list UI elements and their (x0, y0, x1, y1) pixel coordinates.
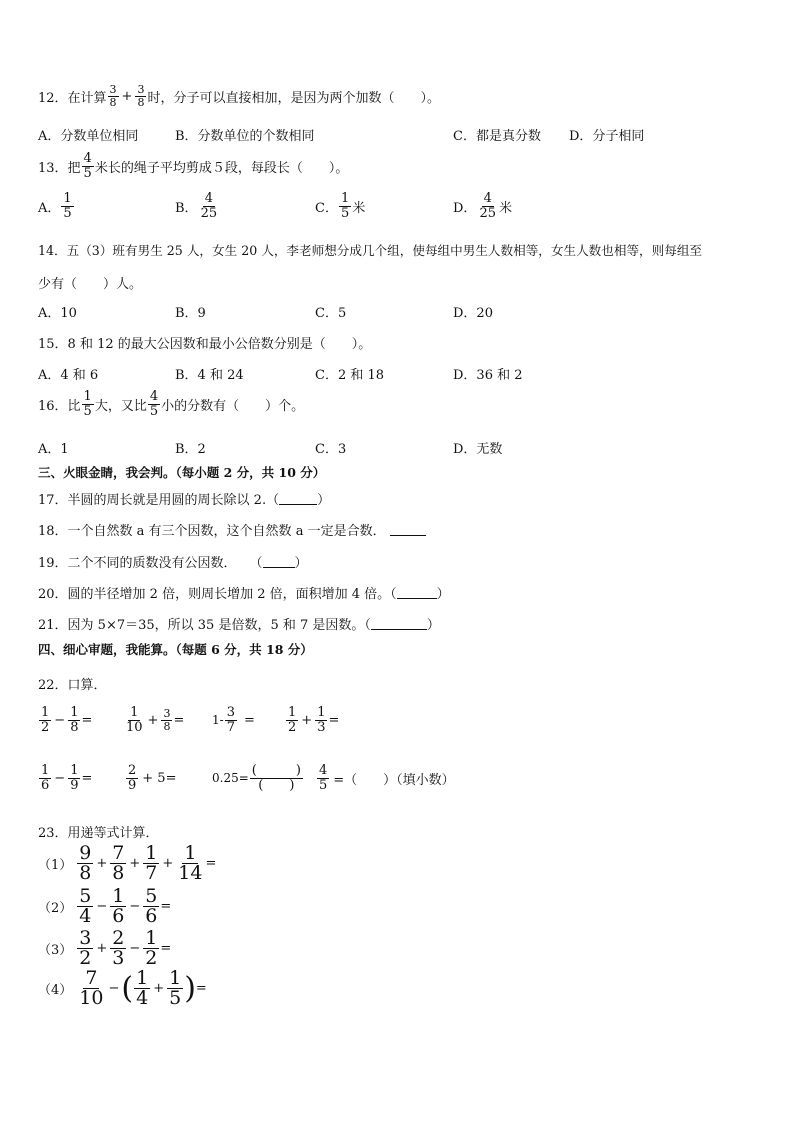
q12-text: 12．在计算 (38, 90, 107, 106)
answer-blank[interactable] (279, 492, 317, 505)
q12-text-end: 时，分子可以直接相加，是因为两个加数（ ）。 (147, 90, 440, 106)
question-20: 20．圆的半径增加 2 倍，则周长增加 2 倍，面积增加 4 倍。（ ） (38, 587, 450, 602)
section-3-heading: 三、火眼金睛，我会判。（每小题 2 分，共 10 分） (38, 465, 326, 480)
q15-option-d[interactable]: D．36 和 2 (453, 368, 523, 383)
q16-option-a[interactable]: A．1 (38, 442, 69, 457)
answer-blank[interactable] (263, 555, 295, 568)
q14-option-b[interactable]: B．9 (175, 306, 206, 321)
q22-item: $\frac{1}{6}$ − $\frac{1}{9}$ = (41, 763, 93, 793)
fraction: $\frac{3}{7}$ (226, 705, 235, 735)
q23-problem-3: （3） $\frac{3}{2}$ + $\frac{2}{3}$ − $\frac{1}{2}$ = (38, 927, 172, 969)
q13-option-a[interactable]: A． $\frac{1}{5}$ (38, 191, 72, 221)
question-18: 18．一个自然数 a 有三个因数，这个自然数 a 一定是合数． (38, 520, 426, 539)
q14-option-c[interactable]: C．5 (315, 306, 347, 321)
fraction: $\frac{1}{2}$ (41, 705, 50, 735)
q14-option-a[interactable]: A．10 (38, 306, 77, 321)
fraction: $\frac{1}{5}$ (83, 389, 92, 419)
question-21: 21．因为 5×7＝35，所以 35 是倍数，5 和 7 是因数。（ ） (38, 618, 440, 633)
fraction: $\frac{1}{3}$ (317, 705, 326, 735)
question-13: 13．把 $\frac{4}{5}$ 米长的绳子平均剪成５段，每段长（ ）。 (38, 151, 349, 181)
fraction: $\frac{1}{6}$ (41, 763, 50, 793)
answer-blank[interactable] (397, 586, 437, 599)
q16-option-c[interactable]: C．3 (315, 442, 347, 457)
fraction: $\frac{1}{2}$ (288, 705, 297, 735)
q16-option-d[interactable]: D．无数 (453, 442, 503, 457)
fraction: $\frac{3}{8}$ (163, 707, 171, 733)
q15-option-b[interactable]: B．4 和 24 (175, 368, 244, 383)
fraction: $\frac{4}{5}$ (319, 763, 328, 793)
fraction: $\frac{1}{8}$ (70, 705, 79, 735)
q13-option-b[interactable]: B． $\frac{4}{25}$ (175, 191, 218, 221)
fraction: $\frac{2}{3}$ (112, 927, 125, 969)
q23-problem-1: （1） $\frac{9}{8}$ + $\frac{7}{8}$ + $\frac{1}{7}$ + $\frac{1}{14}$ = (38, 842, 217, 884)
question-19: 19．二个不同的质数没有公因数． （ ） (38, 556, 308, 571)
q23-title: 23．用递等式计算． (38, 826, 159, 841)
q14-line2: 少有（ ）人。 (38, 277, 143, 292)
q14-option-d[interactable]: D．20 (453, 306, 493, 321)
question-12: 12．在计算 $\frac{3}{8}$ + $\frac{3}{8}$ 时，分子可以直接相加，是因为两个加数（ ）。 (38, 83, 440, 109)
left-paren: ( (121, 970, 134, 1006)
q16-option-b[interactable]: B．2 (175, 442, 206, 457)
fraction: $\frac{3}{8}$ (109, 83, 117, 109)
q23-problem-4: （4） $\frac{7}{10}$ − ( $\frac{1}{4}$ + $\frac{1}{5}$ ) = (38, 967, 207, 1009)
fraction: $\frac{2}{9}$ (128, 763, 137, 793)
answer-blank[interactable] (390, 523, 426, 536)
q15-option-a[interactable]: A．4 和 6 (38, 368, 99, 383)
q22-item: $\frac{4}{5}$ =（ ）（填小数） (319, 763, 455, 793)
fraction: $\frac{1}{9}$ (70, 763, 79, 793)
fraction: $\frac{4}{5}$ (83, 151, 92, 181)
fraction: $\frac{1}{5}$ (169, 967, 182, 1009)
fraction: $\frac{3}{8}$ (137, 83, 145, 109)
right-paren: ) (184, 970, 196, 1006)
fraction: $\frac{4}{5}$ (149, 389, 159, 419)
fraction: $\frac{1}{2}$ (145, 927, 158, 969)
fraction: $\frac{1}{14}$ (178, 842, 203, 884)
fraction: $\frac{4}{25}$ (479, 191, 496, 221)
fraction: $\frac{1}{4}$ (136, 967, 149, 1009)
fraction-blank: $\frac{( )}{( )}$ (251, 763, 301, 793)
fraction: $\frac{5}{4}$ (79, 885, 92, 927)
question-17: 17．半圆的周长就是用圆的周长除以 2.（ ） (38, 493, 331, 508)
q12-option-a[interactable]: A．分数单位相同 (38, 129, 139, 144)
q12-option-c[interactable]: C．都是真分数 (453, 129, 541, 144)
answer-blank[interactable] (371, 617, 427, 630)
q14-line1: 14．五（3）班有男生 25 人，女生 20 人，李老师想分成几个组，使每组中男生人数相等，女生人数也相等，则每组至 (38, 243, 703, 258)
q23-problem-2: （2） $\frac{5}{4}$ − $\frac{1}{6}$ − $\frac{5}{6}$ = (38, 885, 172, 927)
q22-item: $\frac{1}{2}$ − $\frac{1}{8}$ = (41, 705, 93, 735)
q15-text: 15．8 和 12 的最大公因数和最小公倍数分别是（ ）。 (38, 337, 372, 352)
q22-item: $\frac{2}{9}$ + 5= (128, 763, 177, 793)
fraction: $\frac{3}{2}$ (79, 927, 92, 969)
q22-item: 1- $\frac{3}{7}$ = (212, 705, 255, 735)
q15-option-c[interactable]: C．2 和 18 (315, 368, 385, 383)
q22-item: 0.25= $\frac{( )}{( )}$ (212, 763, 301, 793)
question-16: 16．比 $\frac{1}{5}$ 大，又比 $\frac{4}{5}$ 小的分数有（ ）个。 (38, 389, 305, 419)
q22-item: $\frac{1}{10}$ + $\frac{3}{8}$ = (126, 705, 185, 735)
fraction: $\frac{1}{7}$ (145, 842, 158, 884)
q12-option-d[interactable]: D．分子相同 (569, 129, 645, 144)
fraction: $\frac{1}{10}$ (126, 705, 143, 735)
fraction: $\frac{5}{6}$ (145, 885, 158, 927)
fraction: $\frac{1}{5}$ (340, 191, 350, 221)
q22-item: $\frac{1}{2}$ + $\frac{1}{3}$ = (288, 705, 340, 735)
q22-title: 22．口算． (38, 678, 107, 693)
q12-option-b[interactable]: B．分数单位的个数相同 (175, 129, 315, 144)
q13-option-c[interactable]: C． $\frac{1}{5}$ 米 (315, 191, 366, 221)
fraction: $\frac{7}{10}$ (79, 967, 104, 1009)
fraction: $\frac{9}{8}$ (79, 842, 92, 884)
fraction: $\frac{1}{6}$ (112, 885, 125, 927)
fraction: $\frac{4}{25}$ (200, 191, 218, 221)
section-4-heading: 四、细心审题，我能算。（每题 6 分，共 18 分） (38, 642, 313, 657)
fraction: $\frac{1}{5}$ (63, 191, 72, 221)
fraction: $\frac{7}{8}$ (112, 842, 125, 884)
q13-option-d[interactable]: D． $\frac{4}{25}$ 米 (453, 191, 512, 221)
